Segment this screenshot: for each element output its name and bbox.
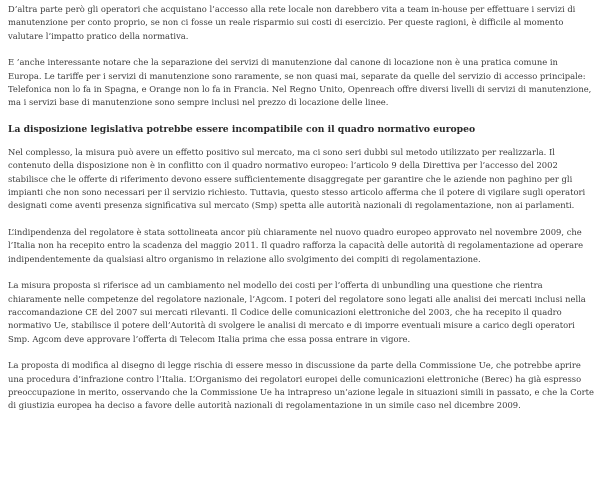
article-body [8,3,594,426]
paragraph: D’altra parte però gli operatori che acquistano l’accesso alla rete locale non darebbero vita a team in-house per effettuare i servizi di manutenzione per conto proprio, se non ci fosse un reale risparmio sui costi di esercizio. Per queste ragioni, è difficile al momento valutare l’impatto pratico della normativa. [8,4,576,41]
section-heading: La disposizione legislativa potrebbe essere incompatibile con il quadro normativo europeo [8,124,476,136]
paragraph: Nel complesso, la misura può avere un effetto positivo sul mercato, ma ci sono seri dubbi sul metodo utilizzato per realizzarla. Il contenuto della disposizione non è in conflitto con il quadro normativo europeo: l’articolo 9 della Direttiva per l’accesso del 2002 stabilisce che le offerte di riferimento devono essere sufficientemente disaggregate per garantire che le aziende non paghino per gli impianti che non sono necessari per il servizio richiesto. Tuttavia, questo stesso articolo afferma che il potere di vigilare sugli operatori designati come aventi presenza significativa sul mercato (Smp) spetta alle autorità nazionali di regolamentazione, non ai parlamenti. [8,147,586,211]
paragraph: La proposta di modifica al disegno di legge rischia di essere messo in discussione da parte della Commissione Ue, che potrebbe aprire una procedura d’infrazione contro l’Italia. L’Organismo dei regolatori europei delle comunicazioni elettroniche (Berec) ha già espresso preoccupazione in merito, osservando che la Commissione Ue ha intrapreso un’azione legale in situazioni simili in passato, e che la Corte di giustizia europea ha deciso a favore delle autorità nazionali di regolamentazione in un simile caso nel dicembre 2009. [8,360,594,411]
paragraph: E ’anche interessante notare che la separazione dei servizi di manutenzione dal canone di locazione non è una pratica comune in Europa. Le tariffe per i servizi di manutenzione sono raramente, se non quasi mai, separate da quelle del servizio di accesso principale: Telefonica non lo fa in Spagna, e Orange non lo fa in Francia. Nel Regno Unito, Openreach offre diversi livelli di servizi di manutenzione, ma i servizi base di manutenzione sono sempre inclusi nel prezzo di locazione delle linee. [8,57,592,108]
paragraph: L’indipendenza del regolatore è stata sottolineata ancor più chiaramente nel nuovo quadro europeo approvato nel novembre 2009, che l’Italia non ha recepito entro la scadenza del maggio 2011. Il quadro rafforza la capacità delle autorità di regolamentazione ad operare indipendentemente da qualsiasi altro organismo in relazione allo svolgimento dei compiti di regolamentazione. [8,227,584,264]
paragraph: La misura proposta si riferisce ad un cambiamento nel modello dei costi per l’offerta di unbundling una questione che rientra chiaramente nelle competenze del regolatore nazionale, l’Agcom. I poteri del regolatore sono legati alle analisi dei mercati inclusi nella raccomandazione CE del 2007 sui mercati rilevanti. Il Codice delle comunicazioni elettroniche del 2003, che ha recepito il quadro normativo Ue, stabilisce il potere dell’Autorità di svolgere le analisi di mercato e di imporre eventuali misure a carico degli operatori Smp. Agcom deve approvare l’offerta di Telecom Italia prima che essa possa entrare in vigore. [8,280,586,344]
